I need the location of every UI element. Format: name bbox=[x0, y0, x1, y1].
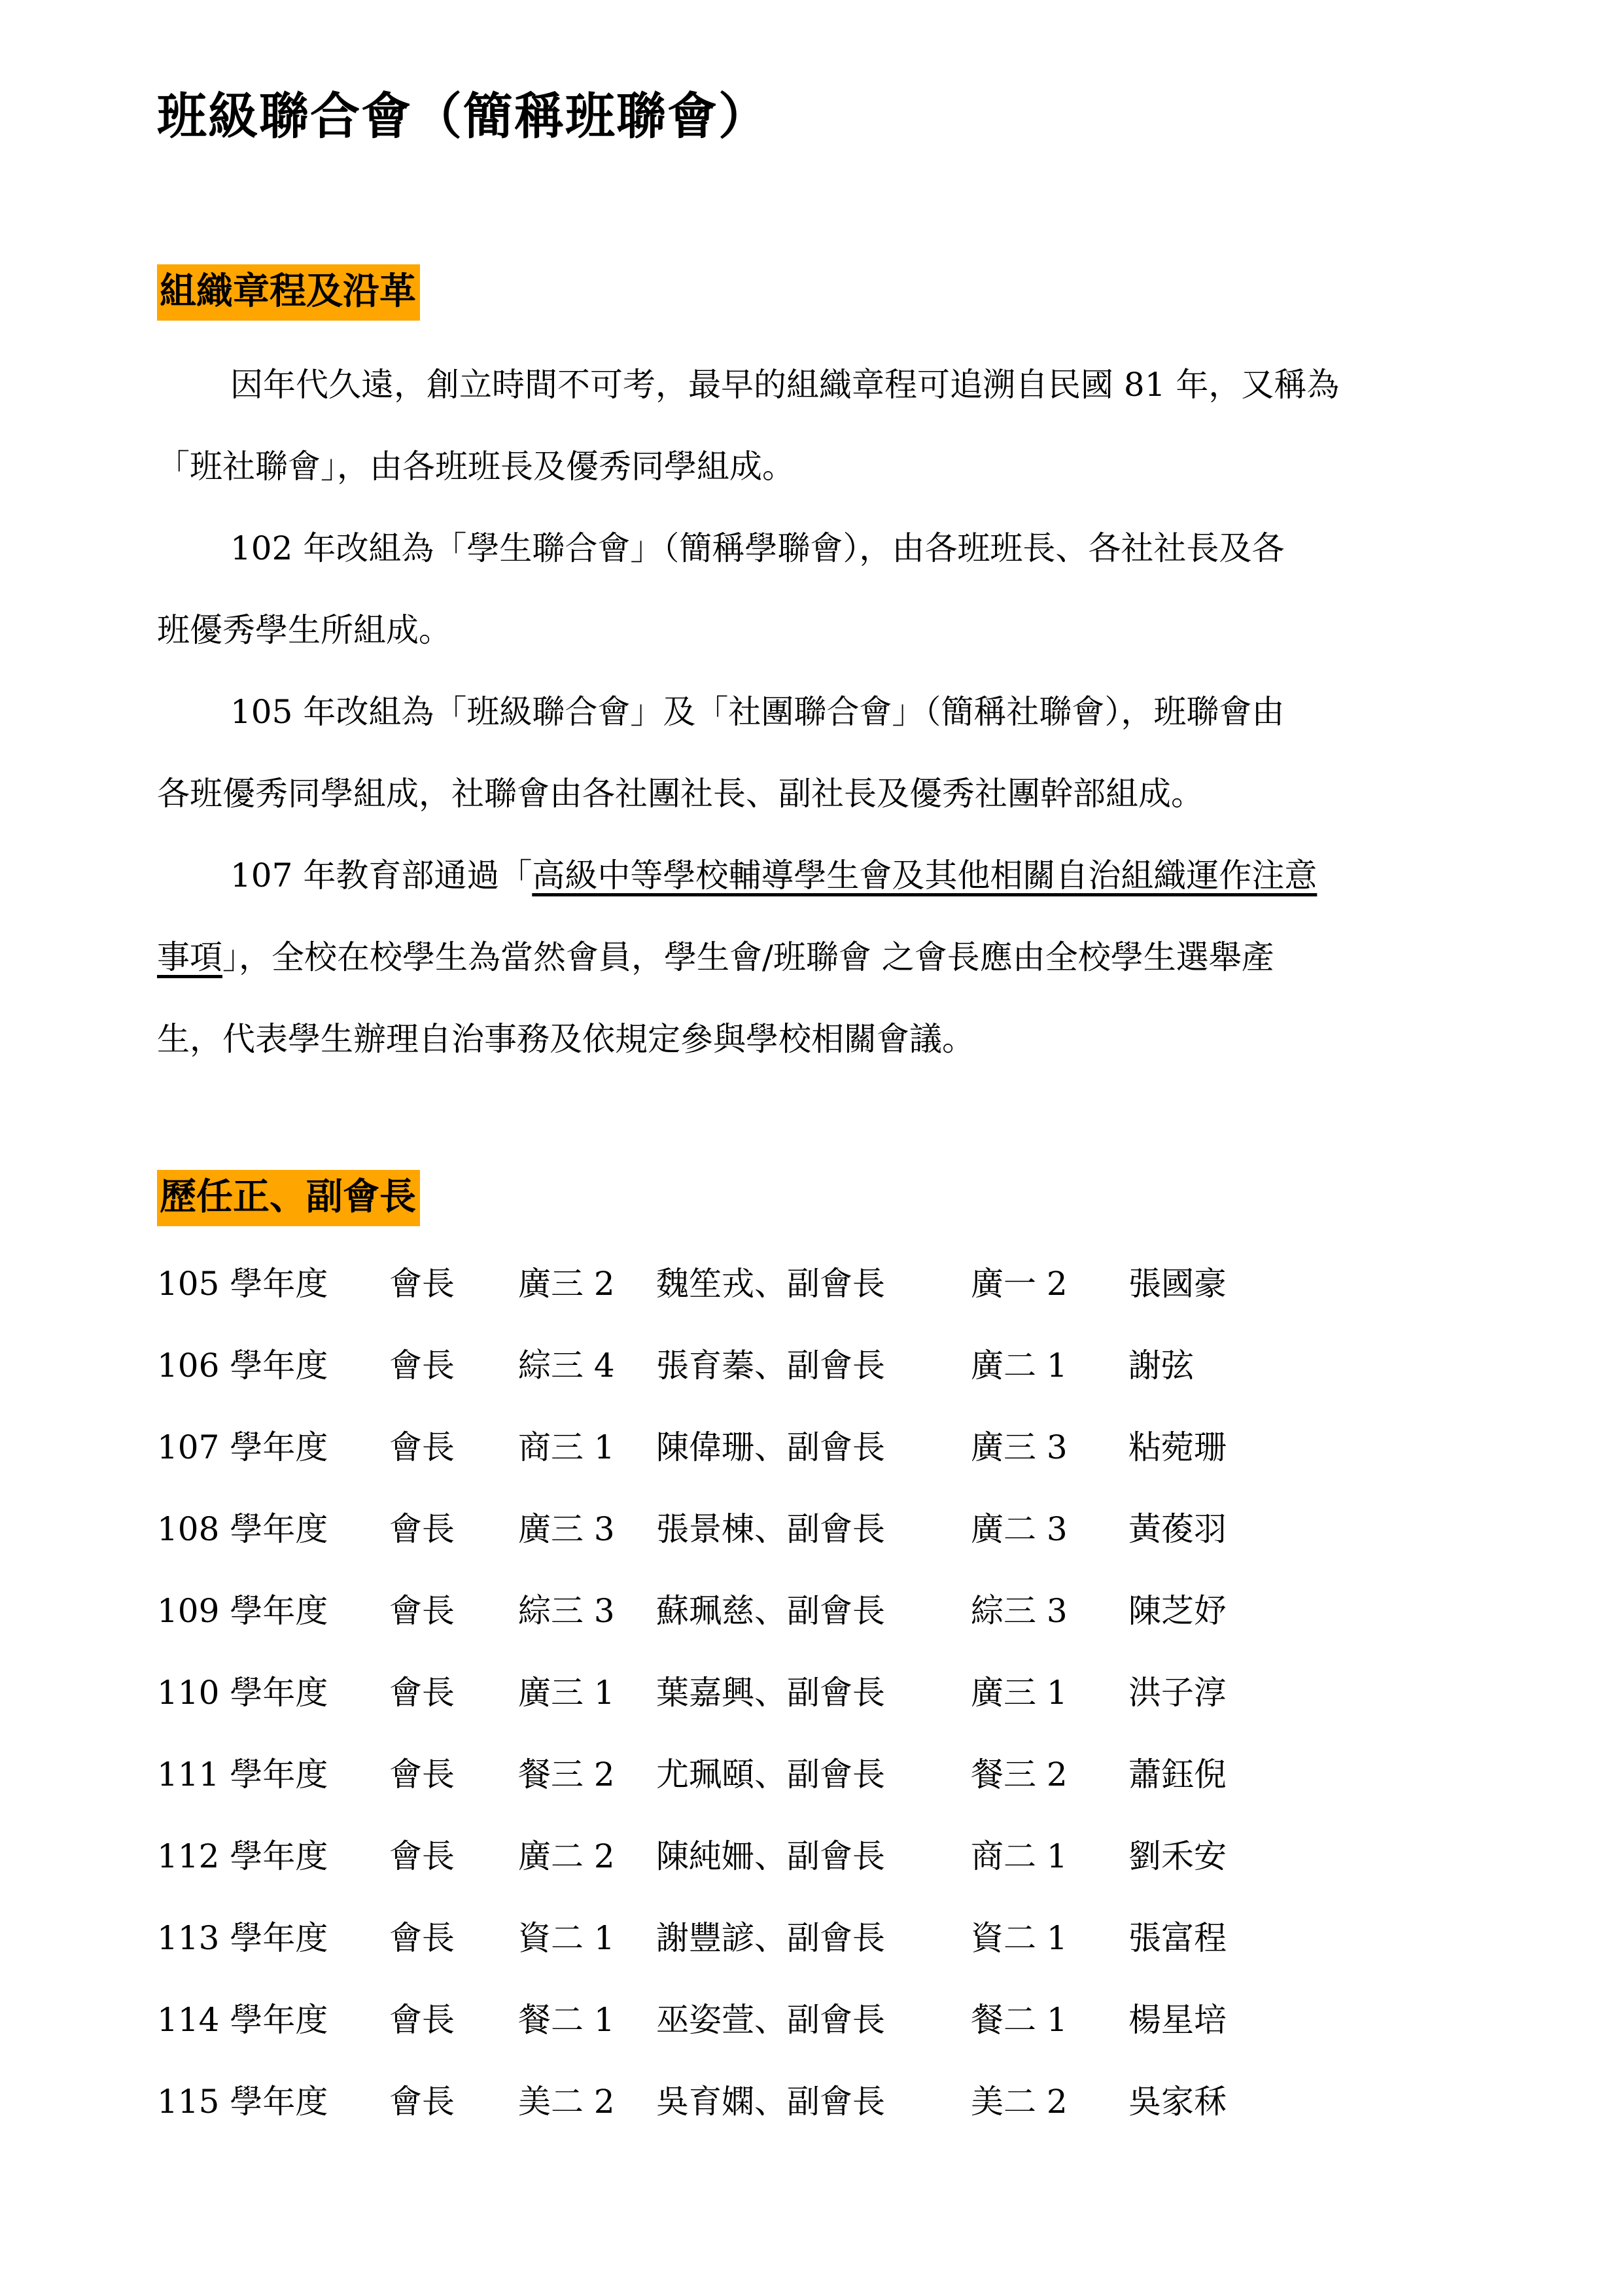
vice-president-class: 廣二 3 bbox=[971, 1510, 1068, 1548]
history-line: 102 年改組為「學生聯合會」（簡稱學聯會），由各班班長、各社社長及各 bbox=[230, 529, 1285, 567]
president-class: 商三 1 bbox=[518, 1428, 615, 1466]
vice-president-class: 資二 1 bbox=[971, 1919, 1068, 1957]
president-class: 資二 1 bbox=[518, 1919, 615, 1957]
history-line: 因年代久遠，創立時間不可考，最早的組織章程可追溯自民國 81 年，又稱為 bbox=[230, 366, 1340, 404]
vice-president-name: 謝弦 bbox=[1128, 1347, 1194, 1385]
academic-year: 108 學年度 bbox=[157, 1510, 328, 1548]
history-paragraph bbox=[157, 835, 1465, 1080]
vice-president-class: 廣二 1 bbox=[971, 1347, 1068, 1385]
president-class: 綜三 4 bbox=[518, 1347, 615, 1385]
president-title: 會長 bbox=[389, 1837, 455, 1875]
academic-year: 109 學年度 bbox=[157, 1592, 328, 1630]
history-paragraph bbox=[157, 508, 1465, 671]
president-name: 蘇珮慈、副會長 bbox=[656, 1592, 885, 1630]
vice-president-name: 劉禾安 bbox=[1128, 1837, 1227, 1875]
president-name: 巫姿萱、副會長 bbox=[656, 2001, 885, 2039]
vice-president-name: 張富程 bbox=[1128, 1919, 1227, 1957]
academic-year: 112 學年度 bbox=[157, 1837, 328, 1875]
history-line: 班優秀學生所組成。 bbox=[157, 611, 451, 649]
vice-president-name: 陳芝妤 bbox=[1128, 1592, 1227, 1630]
academic-year: 114 學年度 bbox=[157, 2001, 328, 2039]
history-section bbox=[157, 344, 1465, 1080]
regulation-title-link[interactable]: 事項 bbox=[157, 938, 222, 976]
president-name: 吳育嫻、副會長 bbox=[656, 2083, 885, 2121]
president-class: 綜三 3 bbox=[518, 1592, 615, 1630]
academic-year: 105 學年度 bbox=[157, 1265, 328, 1303]
vice-president-class: 廣一 2 bbox=[971, 1265, 1068, 1303]
academic-year: 115 學年度 bbox=[157, 2083, 328, 2121]
history-line: 「班社聯會」，由各班班長及優秀同學組成。 bbox=[157, 448, 795, 486]
vice-president-class: 廣三 1 bbox=[971, 1674, 1068, 1712]
president-name: 張育蓁、副會長 bbox=[656, 1347, 885, 1385]
vice-president-class: 商二 1 bbox=[971, 1837, 1068, 1875]
president-title: 會長 bbox=[389, 1674, 455, 1712]
president-class: 廣三 3 bbox=[518, 1510, 615, 1548]
president-title: 會長 bbox=[389, 2083, 455, 2121]
president-class: 廣二 2 bbox=[518, 1837, 615, 1875]
academic-year: 111 學年度 bbox=[157, 1756, 328, 1793]
president-class: 餐二 1 bbox=[518, 2001, 615, 2039]
vice-president-class: 廣三 3 bbox=[971, 1428, 1068, 1466]
vice-president-name: 吳家秝 bbox=[1128, 2083, 1227, 2121]
president-class: 美二 2 bbox=[518, 2083, 615, 2121]
president-name: 陳純姍、副會長 bbox=[656, 1837, 885, 1875]
president-title: 會長 bbox=[389, 1347, 455, 1385]
vice-president-name: 黃葰羽 bbox=[1128, 1510, 1227, 1548]
vice-president-class: 餐三 2 bbox=[971, 1756, 1068, 1793]
president-title: 會長 bbox=[389, 1265, 455, 1303]
president-class: 餐三 2 bbox=[518, 1756, 615, 1793]
history-line: 」，全校在校學生為當然會員，學生會/班聯會 之會長應由全校學生選舉產 bbox=[222, 938, 1274, 976]
president-name: 葉嘉興、副會長 bbox=[656, 1674, 885, 1712]
history-paragraph bbox=[157, 344, 1465, 508]
president-name: 魏笙戎、副會長 bbox=[656, 1265, 885, 1303]
president-title: 會長 bbox=[389, 1756, 455, 1793]
academic-year: 113 學年度 bbox=[157, 1919, 328, 1957]
president-title: 會長 bbox=[389, 1510, 455, 1548]
vice-president-name: 粘菀珊 bbox=[1128, 1428, 1227, 1466]
president-name: 張景棟、副會長 bbox=[656, 1510, 885, 1548]
academic-year: 110 學年度 bbox=[157, 1674, 328, 1712]
academic-year: 107 學年度 bbox=[157, 1428, 328, 1466]
regulation-title-link[interactable]: 高級中等學校輔導學生會及其他相關自治組織運作注意 bbox=[532, 857, 1318, 894]
president-title: 會長 bbox=[389, 1592, 455, 1630]
section-heading-presidents: 歷任正、副會長 bbox=[157, 1170, 420, 1226]
president-class: 廣三 2 bbox=[518, 1265, 615, 1303]
history-line: 105 年改組為「班級聯合會」及「社團聯合會」（簡稱社聯會），班聯會由 bbox=[230, 693, 1285, 731]
section-heading-history: 組織章程及沿革 bbox=[157, 264, 420, 321]
president-class: 廣三 1 bbox=[518, 1674, 615, 1712]
vice-president-name: 蕭鈺倪 bbox=[1128, 1756, 1227, 1793]
vice-president-name: 洪子淳 bbox=[1128, 1674, 1227, 1712]
president-title: 會長 bbox=[389, 2001, 455, 2039]
vice-president-class: 餐二 1 bbox=[971, 2001, 1068, 2039]
president-name: 謝豐諺、副會長 bbox=[656, 1919, 885, 1957]
president-name: 尤珮頤、副會長 bbox=[656, 1756, 885, 1793]
vice-president-class: 美二 2 bbox=[971, 2083, 1068, 2121]
president-title: 會長 bbox=[389, 1919, 455, 1957]
president-title: 會長 bbox=[389, 1428, 455, 1466]
history-paragraph bbox=[157, 671, 1465, 835]
president-name: 陳偉珊、副會長 bbox=[656, 1428, 885, 1466]
vice-president-class: 綜三 3 bbox=[971, 1592, 1068, 1630]
history-line: 生，代表學生辦理自治事務及依規定參與學校相關會議。 bbox=[157, 1020, 975, 1058]
vice-president-name: 楊星培 bbox=[1128, 2001, 1227, 2039]
page-title: 班級聯合會（簡稱班聯會） bbox=[157, 87, 769, 145]
vice-president-name: 張國豪 bbox=[1128, 1265, 1227, 1303]
academic-year: 106 學年度 bbox=[157, 1347, 328, 1385]
history-line: 各班優秀同學組成，社聯會由各社團社長、副社長及優秀社團幹部組成。 bbox=[157, 775, 1204, 813]
history-line: 107 年教育部通過「 bbox=[230, 857, 532, 894]
